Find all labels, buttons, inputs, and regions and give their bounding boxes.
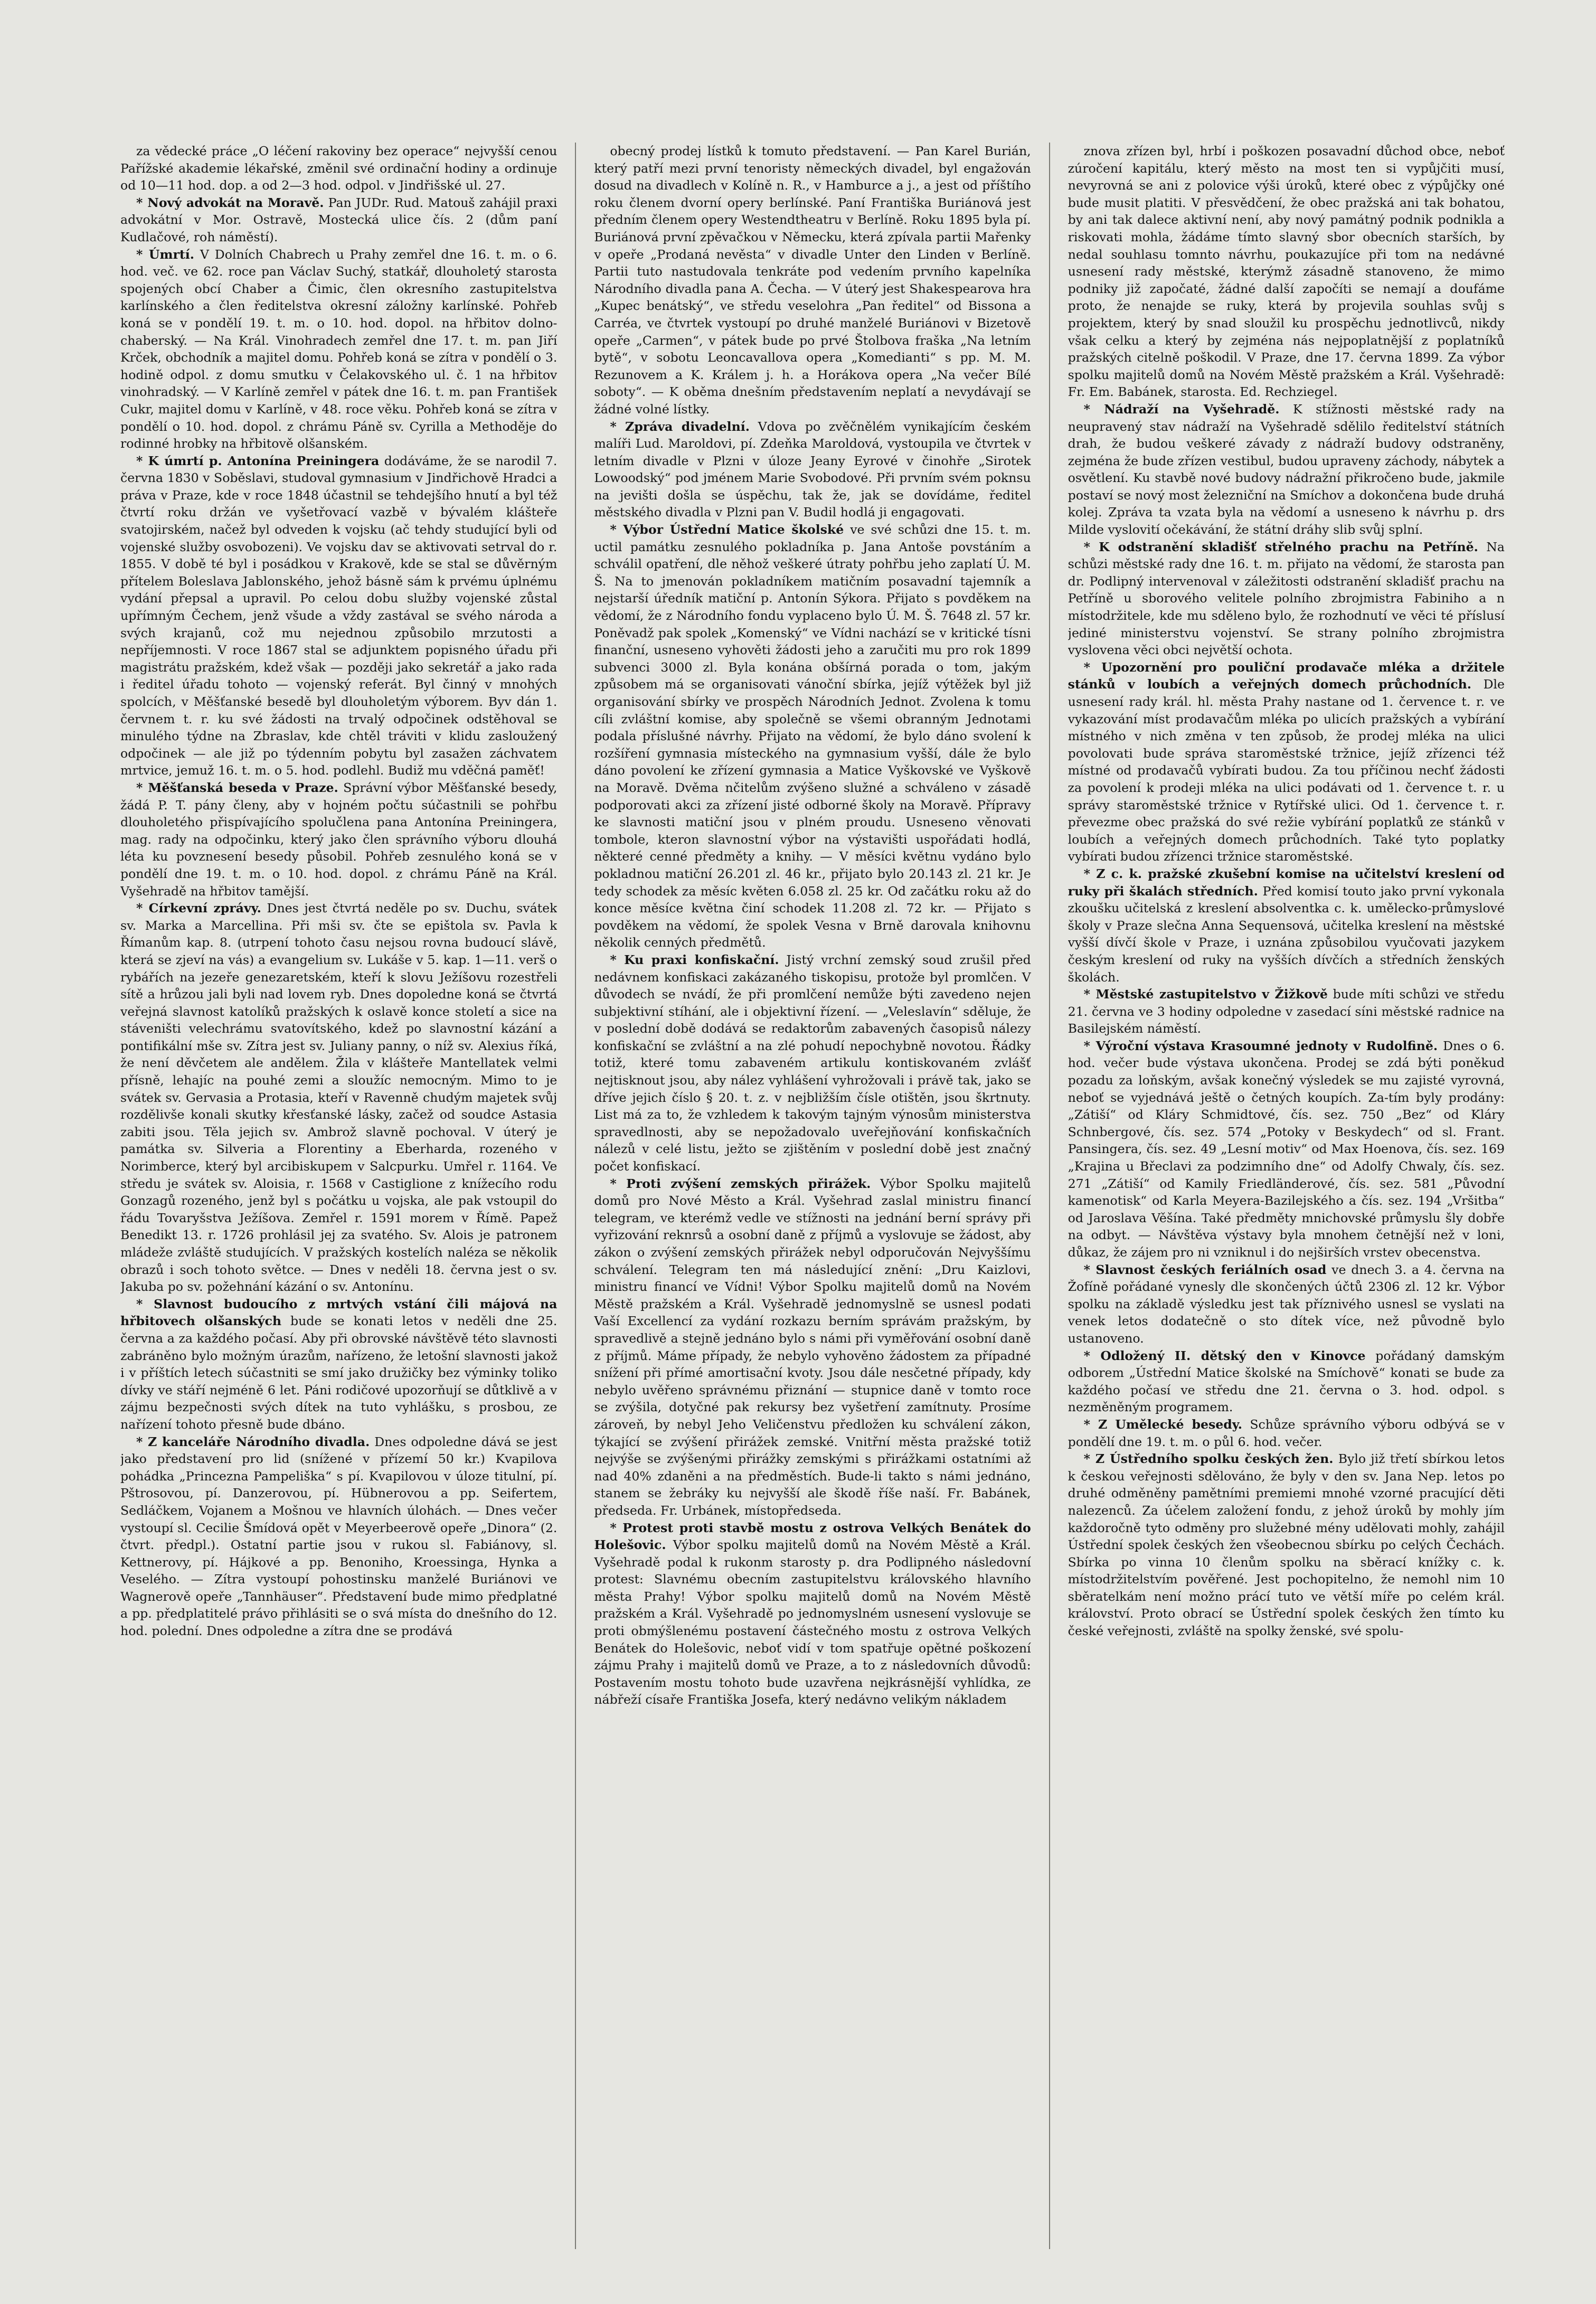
article: * Slavnost českých feriálních osad ve dnech 3. a 4. června na Žofíně pořádané vynesly dle skončených účtů 2306 zl. 12 kr. Výbor spolku na základě výsledku jest tak příznivého usnesl se vyslati na venek letos dodatečně o sto dítek více, než původně bylo ustanoveno. bbox=[1068, 1262, 1505, 1346]
article: * Církevní zprávy. Dnes jest čtvrtá neděle po sv. Duchu, svátek sv. Marka a Marcellina. Při mši sv. čte se epištola sv. Pavla k Římanům kap. 8. (utrpení tohoto času nejsou rovna budoucí slávě, která se zjeví na vás) a evangelium sv. Lukáše v 5. kap. 1—11. verš o rybářích na jezeře genezaretském, kteří k slovu Ježíšovu rozestřeli sítě a hrůzou jali byli nad lovem ryb. Dnes dopoledne koná se čtvrtá veřejná slavnost katolíků pražských k oslavě konce století a sice na stáveništi velechrámu svatovítského, kdež po slavnostní kázání a pontifikální mše sv. Zítra jest sv. Juliany panny, o níž sv. Alexius říká, že není děvčetem ale andělem. Žila v klášteře Mantellatek velmi přísně, lehajíc na pouhé zemi a sloužíc nemocným. Mimo to je svátek sv. Gervasia a Protasia, kteří v Ravenně chudým majetek svůj rozdělivše konali skutky křesťanské lásky, začež od soudce Astasia zabiti jsou. Těla jejich sv. Ambrož slavně pochoval. V úterý je památka sv. Silveria a Florentiny a Eberharda, rozeného v Norimberce, který byl arcibiskupem v Salcpurku. Umřel r. 1164. Ve středu je svátek sv. Aloisia, r. 1568 v Castiglione z knížecího rodu Gonzagů rozeného, jenž byl s počátku u vojska, ale pak vstoupil do řádu Tovaryšstva Ježíšova. Zemřel r. 1591 morem v Římě. Papež Benedikt 13. r. 1726 prohlásil jej za svatého. Sv. Alois je patronem mládeže zvláště studujících. V pražských kostelích naléza se několik obrazů i soch tohoto světce. — Dnes v neděli 18. června jest o sv. Jakuba po sv. požehnání kázání o sv. Antonínu. bbox=[120, 901, 558, 1295]
article-heading: * K odstranění skladišť střelného prachu na Petříně. bbox=[1083, 539, 1478, 554]
article-heading: * Výroční výstava Krasoumné jednoty v Rudolfině. bbox=[1083, 1038, 1438, 1053]
article-heading: * Z c. k. pražské zkušební komise na učitelství kreslení od ruky při škalách středních. bbox=[1068, 866, 1505, 899]
article-heading: * Ku praxi konfiskační. bbox=[610, 952, 779, 967]
article-heading: * Upozornění pro pouliční prodavače mléka a držitele stánků v loubích a veřejných domech průchodních. bbox=[1068, 659, 1505, 692]
article: * K odstranění skladišť střelného prachu na Petříně. Na schůzi městské rady dne 16. t. m. přijato na vědomí, že starosta pan dr. Podlipný intervenoval v záležitosti odstranění skladišť prachu na Petříně u sborového velitele polního zbrojmistra Fabiniho a n místodržitele, kde mu sděleno bylo, že rozhodnutí ve věci té příslusí jediné ministerstvu vojenství. Se strany polního zbrojmistra vyslovena věci obci největší ochota. bbox=[1068, 539, 1505, 658]
column-divider bbox=[1049, 143, 1050, 2249]
article: * Zpráva divadelní. Vdova po zvěčnělém vynikajícím českém malíři Lud. Maroldovi, pí. Zdeňka Maroldová, vystoupila ve čtvrtek v letním divadle v Plzni v úloze Jeany Eyrové v činohře „Sirotek Lowoodský“ pod jménem Marie Svobodové. Při prvním svém poknsu na jevišti došla se úspěchu, tak že, jak se dovídáme, ředitel městského divadla v Plzni pan V. Budil hodlá ji engagovati. bbox=[594, 419, 1031, 520]
column-1 bbox=[120, 143, 557, 2249]
article: * Upozornění pro pouliční prodavače mléka a držitele stánků v loubích a veřejných domech průchodních. Dle usnesení rady král. hl. města Prahy nastane od 1. července t. r. ve vykazování míst prodavačům mléka po ulicích pražských a vybírání místného v nich změna v ten způsob, že prodej mléka na ulici povolovati bude správa staroměstské tržnice, jejíž zřízenci též místné od prodavačů vybírati budou. Za tou příčinou nechť žádosti za povolení k prodeji mléka na ulici podávati od 1. července t. r. u správy staroměstské tržnice v Rytířské ulici. Od 1. července t. r. převezme obec pražská do své režie vybírání poplatků ze stánků v loubích a veřejných domech průchodních. Také tyto poplatky vybírati budou zřízenci tržnice staroměstské. bbox=[1068, 659, 1505, 864]
article-heading: * Církevní zprávy. bbox=[136, 901, 261, 916]
article-heading: * Nový advokát na Moravě. bbox=[136, 195, 324, 210]
article-heading: * Výbor Ústřední Matice školské bbox=[610, 522, 844, 537]
article: * Z kanceláře Národního divadla. Dnes odpoledne dává se jest jako představení pro lid (snížené v přízemí 50 kr.) Kvapilova pohádka „Princezna Pampeliška“ s pí. Kvapilovou v úloze titulní, pí. Pštrosovou, pí. Danzerovou, pí. Hübnerovou a pp. Seifertem, Sedláčkem, Vojanem a Mošnou ve hlavních úlohách. — Dnes večer vystoupí sl. Cecilie Šmídová opět v Meyerbeerově opeře „Dinora“ (2. čtvrt. předpl.). Ostatní partie jsou v rukou sl. Fabiánovy, sl. Kettnerovy, pí. Hájkové a pp. Benoniho, Kroessinga, Hynka a Veselého. — Zítra vystoupí pohostinsku manželé Buriánovi ve Wagnerově opeře „Tannhäuser“. Představení bude mimo předplatné a pp. předplatitelé právo přihlásiti se o svá místa do dnešního do 12. hod. polední. Dnes odpoledne a zítra dne se prodává bbox=[120, 1434, 558, 1639]
article: * Městské zastupitelstvo v Žižkově bude míti schůzi ve středu 21. června ve 3 hodiny odpoledne v zasedací síni městské radnice na Basilejském náměstí. bbox=[1068, 987, 1505, 1036]
article-heading: * Městské zastupitelstvo v Žižkově bbox=[1083, 987, 1328, 1002]
article-heading: * Protest proti stavbě mostu z ostrova Velkých Benátek do Holešovic. bbox=[594, 1520, 1031, 1553]
newspaper-page bbox=[120, 143, 1505, 2249]
article-heading: * Slavnost českých feriálních osad bbox=[1083, 1262, 1327, 1277]
article: * Úmrtí. V Dolních Chabrech u Prahy zemřel dne 16. t. m. o 6. hod. več. ve 62. roce pan Václav Suchý, statkář, dlouholetý starosta spojených obcí Chaber a Čimic, člen okresního zastupitelstva karlínského a člen ředitelstva okresní záložny karlínské. Pohřeb koná se v pondělí 19. t. m. o 10. hod. dopol. na hřbitov dolno-chaberský. — Na Král. Vinohradech zemřel dne 17. t. m. pan Jiří Krček, obchodník a majitel domu. Pohřeb koná se zítra v pondělí o 3. hodině odpol. z domu smutku v Čelakovského ul. č. 1 na hřbitov vinohradský. — V Karlíně zemřel v pátek dne 16. t. m. pan František Cukr, majitel domu v Karlíně, v 48. roce věku. Pohřeb koná se zítra v pondělí o 10. hod. dopol. z chrámu Páně sv. Cyrilla a Methoděje do rodinné hrobky na hřbitově olšanském. bbox=[120, 247, 558, 451]
column-divider bbox=[575, 143, 576, 2249]
article-heading: * Zpráva divadelní. bbox=[610, 419, 750, 434]
article: znova zřízen byl, hrbí i poškozen posavadní důchod obce, neboť zúročení kapitálu, který město na most ten si vypůjčiti musí, nevyrovná se ani z polovice výši úroků, které obec z výpůjčky oné bude musit platiti. V přesvědčení, že obec pražská ani tak bohatou, by ani tak dalece aktivní není, aby nový památný podnik podnikla a riskovati mohla, žádáme tímto slavný sbor obecních starších, by nedal souhlasu tomnto návrhu, poukazujíce při tom na nedávné usnesení rady městské, kterýmž zásadně stanoveno, že mimo podniky již započaté, žádné další započíti se nemají a doufáme proto, že nenajde se ruky, která by projevila souhlas svůj s projektem, který by snad sloužil ku prospěchu jednotlivců, nikdy však celku a který by zejména nás nejpoplatnější z poplatníků pražských citelně poškodil. V Praze, dne 17. června 1899. Za výbor spolku majitelů domů na Novém Městě pražském a Král. Vyšehradě: Fr. Em. Babánek, starosta. Ed. Rechziegel. bbox=[1068, 144, 1505, 400]
article-heading: * Slavnost budoucího z mrtvých vstání čili májová na hřbitovech olšanských bbox=[120, 1296, 558, 1329]
article-heading: * Z kanceláře Národního divadla. bbox=[136, 1434, 370, 1449]
article-heading: * Z Umělecké besedy. bbox=[1083, 1417, 1243, 1432]
article: * Z Umělecké besedy. Schůze správního výboru odbývá se v pondělí dne 19. t. m. o půl 6. hod. večer. bbox=[1068, 1417, 1505, 1449]
article: * Odložený II. dětský den v Kinovce pořádaný damským odborem „Ústřední Matice školské na Smíchově“ konati se bude za každého počasí ve středu dne 21. června o 3. hod. odpol. s nezměněným programem. bbox=[1068, 1348, 1505, 1415]
article-heading: * Z Ústředního spolku českých žen. bbox=[1083, 1451, 1334, 1467]
article: za vědecké práce „O léčení rakoviny bez operace“ nejvyšší cenou Pařížské akademie lékařské, změnil své ordinační hodiny a ordinuje od 10—11 hod. dop. a od 2—3 hod. odpol. v Jindřišské ul. 27. bbox=[120, 144, 558, 193]
column-2 bbox=[594, 143, 1031, 2249]
article: * Měšťanská beseda v Praze. Správní výbor Měšťanské besedy, žádá P. T. pány členy, aby v hojném počtu súčastnili se pohřbu dlouholetého přispívajícího spolučlena pana Antonína Preiningera, mag. rady na odpočinku, který jako člen správního výboru dlouhá léta ku povznesení besedy působil. Pohřeb zesnulého koná se v pondělí dne 19. t. m. o 10. hod. dopol. z chrámu Páně na Král. Vyšehradě na hřbitov tamější. bbox=[120, 780, 558, 899]
article: * Nádraží na Vyšehradě. K stížnosti městské rady na neupravený stav nádraží na Vyšehradě sdělilo ředitelství státních drah, že budou veškeré závady z nádraží budovy odstraněny, zejména že bude zřízen vestibul, budou upraveny záchody, nábytek a osvětlení. Ku stavbě nové budovy nádražní přikročeno bude, jakmile postaví se nový most železniční na Smíchov a dokončena bude druhá kolej. Zpráva ta vzata byla na vědomí a usneseno k návrhu p. drs Milde vyslovití očekávání, že státní dráhy slib svůj splní. bbox=[1068, 401, 1505, 537]
article: * Výroční výstava Krasoumné jednoty v Rudolfině. Dnes o 6. hod. večer bude výstava ukončena. Prodej se zdá býti poněkud pozadu za loňským, avšak konečný výsledek se mu zajisté vyrovná, neboť se vyjednává ještě o četných koupích. Za-tím byly prodány: „Zátiší“ od Kláry Schmidtové, čís. sez. 750 „Bez“ od Kláry Schnbergové, čís. sez. 574 „Potoky v Beskydech“ od sl. Frant. Pansingera, čís. sez. 49 „Lesní motiv“ od Max Hoenova, čís. sez. 169 „Krajina u Břeclavi za podzimního dne“ od Adolfy Chwaly, čís. sez. 271 „Zátiší“ od Kamily Friedländerové, čís. sez. 581 „Původní kamenotisk“ od Karla Meyera-Bazilejského a čís. sez. 194 „Vršitba“ od Jaroslava Věšína. Také předměty mnichovské průmyslu šly dobře na odbyt. — Návštěva výstavy byla mnohem četnější než v loni, důkaz, že zájem pro ni vzniknul i do nejširších vrstev obecenstva. bbox=[1068, 1038, 1505, 1260]
article: obecný prodej lístků k tomuto představení. — Pan Karel Burián, který patří mezi první tenoristy německých divadel, byl engažován dosud na divadlech v Kolíně n. R., v Hamburce a j., a jest od příštího roku členem dvorní opery berlínské. Paní Františka Buriánová jest předním členem opery Westendtheatru v Berlíně. Roku 1895 byla pí. Buriánová první zpěvačkou v Německu, která zpívala partii Mařenky v opeře „Prodaná nevěsta“ v divadle Unter den Linden v Berlíně. Partii tuto nastudovala tenkráte pod vedením prvního kapelníka Národního divadla pana A. Čecha. — V úterý jest Shakespearova hra „Kupec benátský“, ve středu veselohra „Pan ředitel“ od Bissona a Carréa, ve čtvrtek vystoupí po druhé manželé Buriánovi v Bizetově opeře „Carmen“, v pátek bude po prvé Štolbova fraška „Na letním bytě“, v sobotu Leoncavallova opera „Komedianti“ s pp. M. M. Rezunovem a K. Králem j. h. a Horákova opera „Na večer Bílé soboty“. — K oběma dnešním představením neplatí a nevydávají se žádné volné lístky. bbox=[594, 144, 1031, 417]
article: * Výbor Ústřední Matice školské ve své schůzi dne 15. t. m. uctil památku zesnulého pokladníka p. Jana Antoše povstáním a schválil opatření, dle něhož veškeré útraty pohřbu jeho zaplatí Ú. M. Š. Na to jmenován pokladníkem matičním posavadní tajemník a nejstarší úředník matiční p. Antonín Sýkora. Přijato s povděkem na vědomí, že z Národního fondu vyplaceno bylo Ú. M. Š. 7648 zl. 57 kr. Poněvadž pak spolek „Komenský“ ve Vídni nachází se v kritické tísni finanční, usneseno vyhověti žádosti jeho a zaručiti mu pro rok 1899 subvenci 3000 zl. Byla konána obšírná porada o tom, jakým způsobem má se organisovati vánoční sbírka, jejíž výtěžek byl již organisování sbírky ve prospěch Národních Jednot. Zvolena k tomu cíli zvláštní komise, aby společně se všemi obranným Jednotami podala příslušné návrhy. Přijato na vědomí, že bylo dáno svolení k rozšíření gymnasia místeckého na gymnasium vyšší, dále že bylo dáno povolení ke zřízení gymnasia a Matice Vyškovské ve Vyškově na Moravě. Dvěma nčitelům zvýšeno služné a schváleno v zásadě podporovati akci za zřízení jisté odborné školy na Moravě. Přípravy ke slavnosti matiční jsou v plném proudu. Usneseno věnovati tombole, kteron slavnostní výbor na výstavišti uspořádati hodlá, některé cenné předměty a knihy. — V měsíci květnu vydáno bylo pokladnou matiční 26.201 zl. 46 kr., přijato bylo 20.143 zl. 21 kr. Je tedy schodek za měsíc květen 6.058 zl. 25 kr. Od začátku roku až do konce měsíce května činí schodek 11.208 zl. 72 kr. — Přijato s povděkem na vědomí, že spolek Vesna v Brně darovala knihovnu několik cenných předmětů. bbox=[594, 522, 1031, 950]
article-heading: * K úmrtí p. Antonína Preiningera bbox=[136, 453, 380, 468]
article: * Ku praxi konfiskační. Jistý vrchní zemský soud zrušil před nedávnem konfiskaci zakázaného tiskopisu, protože byl promlčen. V důvodech se nvádí, že při promlčení nemůže býti zavedeno nejen subjektivní stíhání, ale i objektivní řízení. — „Veleslavín“ sděluje, že v poslední době dodává se redaktorům zabavených časopisů nálezy konfiskační se zvláštní a na zlé pohudí nepochybně novotou. Řádky totiž, které tomu zabaveném artikulu kontiskovaném zvlášť nejtisknout jsou, aby nález vyhlášení vyhrožovali i právě tak, jako se dříve jejich číslo § 20. t. z. v nejbližším čísle otištěn, jsou škrtnuty. List má za to, že vzhledem k takovým tajným výnosům ministerstva spravedlnosti, aby se nepožadovalo uveřejňování konfiskačních nálezů v celé listu, ježto se zjištěním v poslední době jest značný počet konfiskací. bbox=[594, 952, 1031, 1174]
article: * Z Ústředního spolku českých žen. Bylo již třetí sbírkou letos k českou veřejnosti sdělováno, že byly v den sv. Jana Nep. letos po druhé odměněny pamětními premiemi mnohé vzorné pracující děti nalezenců. Za účelem založení fondu, z jehož úroků by mohly jím každoročně tyto odměny pro služebné mény udělovati mohly, zahájil Ústřední spolek českých žen všeobecnou sbírku po celých Čechách. Sbírka po vinna 10 členům spolku na sběrací knížky c. k. místodržitelstvím pověřené. Jest pochopitelno, že nemohl nim 10 sběratelkám není možno prácí tuto ve větší míře po celém král. království. Proto obrací se Ústřední spolek českých žen tímto ku české veřejnosti, zvláště na spolky ženské, své spolu- bbox=[1068, 1451, 1505, 1639]
article: * Nový advokát na Moravě. Pan JUDr. Rud. Matouš zahájil praxi advokátní v Mor. Ostravě, Mostecká ulice čís. 2 (dům paní Kudlačové, roh náměstí). bbox=[120, 195, 558, 244]
article: * Z c. k. pražské zkušební komise na učitelství kreslení od ruky při škalách středních. Před komisí touto jako první vykonala zkoušku učitelská z kreslení absolventka c. k. umělecko-průmyslové školy v Praze slečna Anna Sequensová, učitelka kreslení na městské vyšší dívčí škole v Praze, i uznána způsobilou vyučovati jazykem českým kreslení od ruky na vyšších dívčích a středních ženských školách. bbox=[1068, 866, 1505, 985]
article-heading: * Měšťanská beseda v Praze. bbox=[136, 780, 338, 795]
article-heading: * Úmrtí. bbox=[136, 247, 194, 262]
article: * K úmrtí p. Antonína Preiningera dodáváme, že se narodil 7. června 1830 v Soběslavi, studoval gymnasium v Jindřichově Hradci a práva v Praze, kde v roce 1848 účastnil se tehdejšího hnutí a byl též čtvrtí roku držán ve vyšetřovací vazbě v bývalém klášteře svatojirském, načež byl odveden k vojsku (ač tehdy studující byli od vojenské služby osvobozeni). Ve vojsku dav se aktivovati setrval do r. 1855. V době té byl i posádkou v Krakově, kde se stal se důvěrným přítelem Boleslava Jablonského, jehož básně sám k prvému úplnému vydání přepsal a upravil. Po celou dobu služby vojenské zůstal upřímným Čechem, jenž všude a vždy zastával se svého národa a svých krajanů, což mu nejednou způsobilo mrzutosti a nepříjemnosti. V roce 1867 stal se adjunktem popisného úřadu při magistrátu pražském, kdež však — později jako sekretář a jako rada i ředitel úřadu tohoto — vojenský referát. Byl činný v mnohých spolcích, v Měšťanské besedě byl dlouholetým výborem. Byv dán 1. červnem t. r. ku své žádosti na trvalý odpočinek odstěhoval se minulého týdne na Zbraslav, kde chtěl tráviti v klidu zasloužený odpočinek — ale již po týdenním pobytu byl zasažen záchvatem mrtvice, jemuž 16. t. m. o 5. hod. podlehl. Budiž mu vděčná paměť! bbox=[120, 453, 558, 778]
article-heading: * Proti zvýšení zemských přirážek. bbox=[610, 1176, 871, 1191]
article-heading: * Nádraží na Vyšehradě. bbox=[1083, 401, 1280, 417]
article-heading: * Odložený II. dětský den v Kinovce bbox=[1083, 1348, 1366, 1363]
column-3 bbox=[1068, 143, 1505, 2249]
article: * Proti zvýšení zemských přirážek. Výbor Spolku majitelů domů pro Nové Město a Král. Vyšehrad zaslal ministru financí telegram, ve kterémž vedle ve stížnosti na jednání berní správy při vyřizování reknrsů a osobní daně z příjmů a vyslovuje se žádost, aby zákon o zvýšení zemských přirážek nebyl odporučován Nejvyššímu schválení. Telegram ten má následující znění: „Dru Kaizlovi, ministru financí ve Vídni! Výbor Spolku majitelů domů na Novém Městě pražském a Král. Vyšehradě jednomyslně se usnesl podati Vaší Excellencí za vydání rozkazu berním správám pražským, by spravedlivě a stejně jednáno bylo s námi při vyměřování osobní daně z příjmů. Máme případy, že nebylo vyhověno žádostem za případné snížení při přímé amortisační kvoty. Jsou dále nesčetné případy, kdy nebylo uvěřeno správnému přiznání — stupnice daně v tomto roce se zvýšila, dotyčné pak rekursy bez vyšetření zamítnuty. Prosíme zároveň, by nebyl Jeho Veličenstvu předložen ku schválení zákon, týkající se zvýšení přirážek zemské. Vnitřní města pražské totiž nejvýše se zvýšenými přirážky zemskými s přirážkami ostatními až nad 40% zdaněni a na předměstích. Bude-li takto s námi jednáno, stanem se žebráky ku nejvyšší ale škodě říše naší. Fr. Babánek, předseda. Fr. Urbánek, místopředseda. bbox=[594, 1176, 1031, 1518]
article: * Slavnost budoucího z mrtvých vstání čili májová na hřbitovech olšanských bude se konati letos v neděli dne 25. června a za každého počasí. Aby při obrovské návštěvě této slavnosti zabráněno bylo možným úrazům, nařízeno, že letošní slavnosti jakož i v příštích letech súčastniti se smí jako družičky bez výminky toliko dívky ve stáří nejméně 6 let. Páni rodičové upozorňují se důtklivě a v zájmu bezpečnosti svých dítek na tuto vyhlášku, s prosbou, ze nařízení tohoto přesně bude dbáno. bbox=[120, 1296, 558, 1432]
article: * Protest proti stavbě mostu z ostrova Velkých Benátek do Holešovic. Výbor spolku majitelů domů na Novém Městě a Král. Vyšehradě podal k rukonm starosty p. dra Podlipného následovní protest: Slavnému obecním zastupitelstvu královského hlavního města Prahy! Výbor spolku majitelů domů na Novém Městě pražském a Král. Vyšehradě po jednomyslném usnesení vyslovuje se proti obmýšlenému postavení částečného mostu z ostrova Velkých Benátek do Holešovic, neboť vidí v tom spatřuje opětné poškození zájmu Prahy i majitelů domů ve Praze, a to z následovních důvodů: Postavením mostu tohoto bude uzavřena nejkrásnější vyhlídka, ze nábřeží císaře Františka Josefa, který nedávno velikým nákladem bbox=[594, 1520, 1031, 1707]
